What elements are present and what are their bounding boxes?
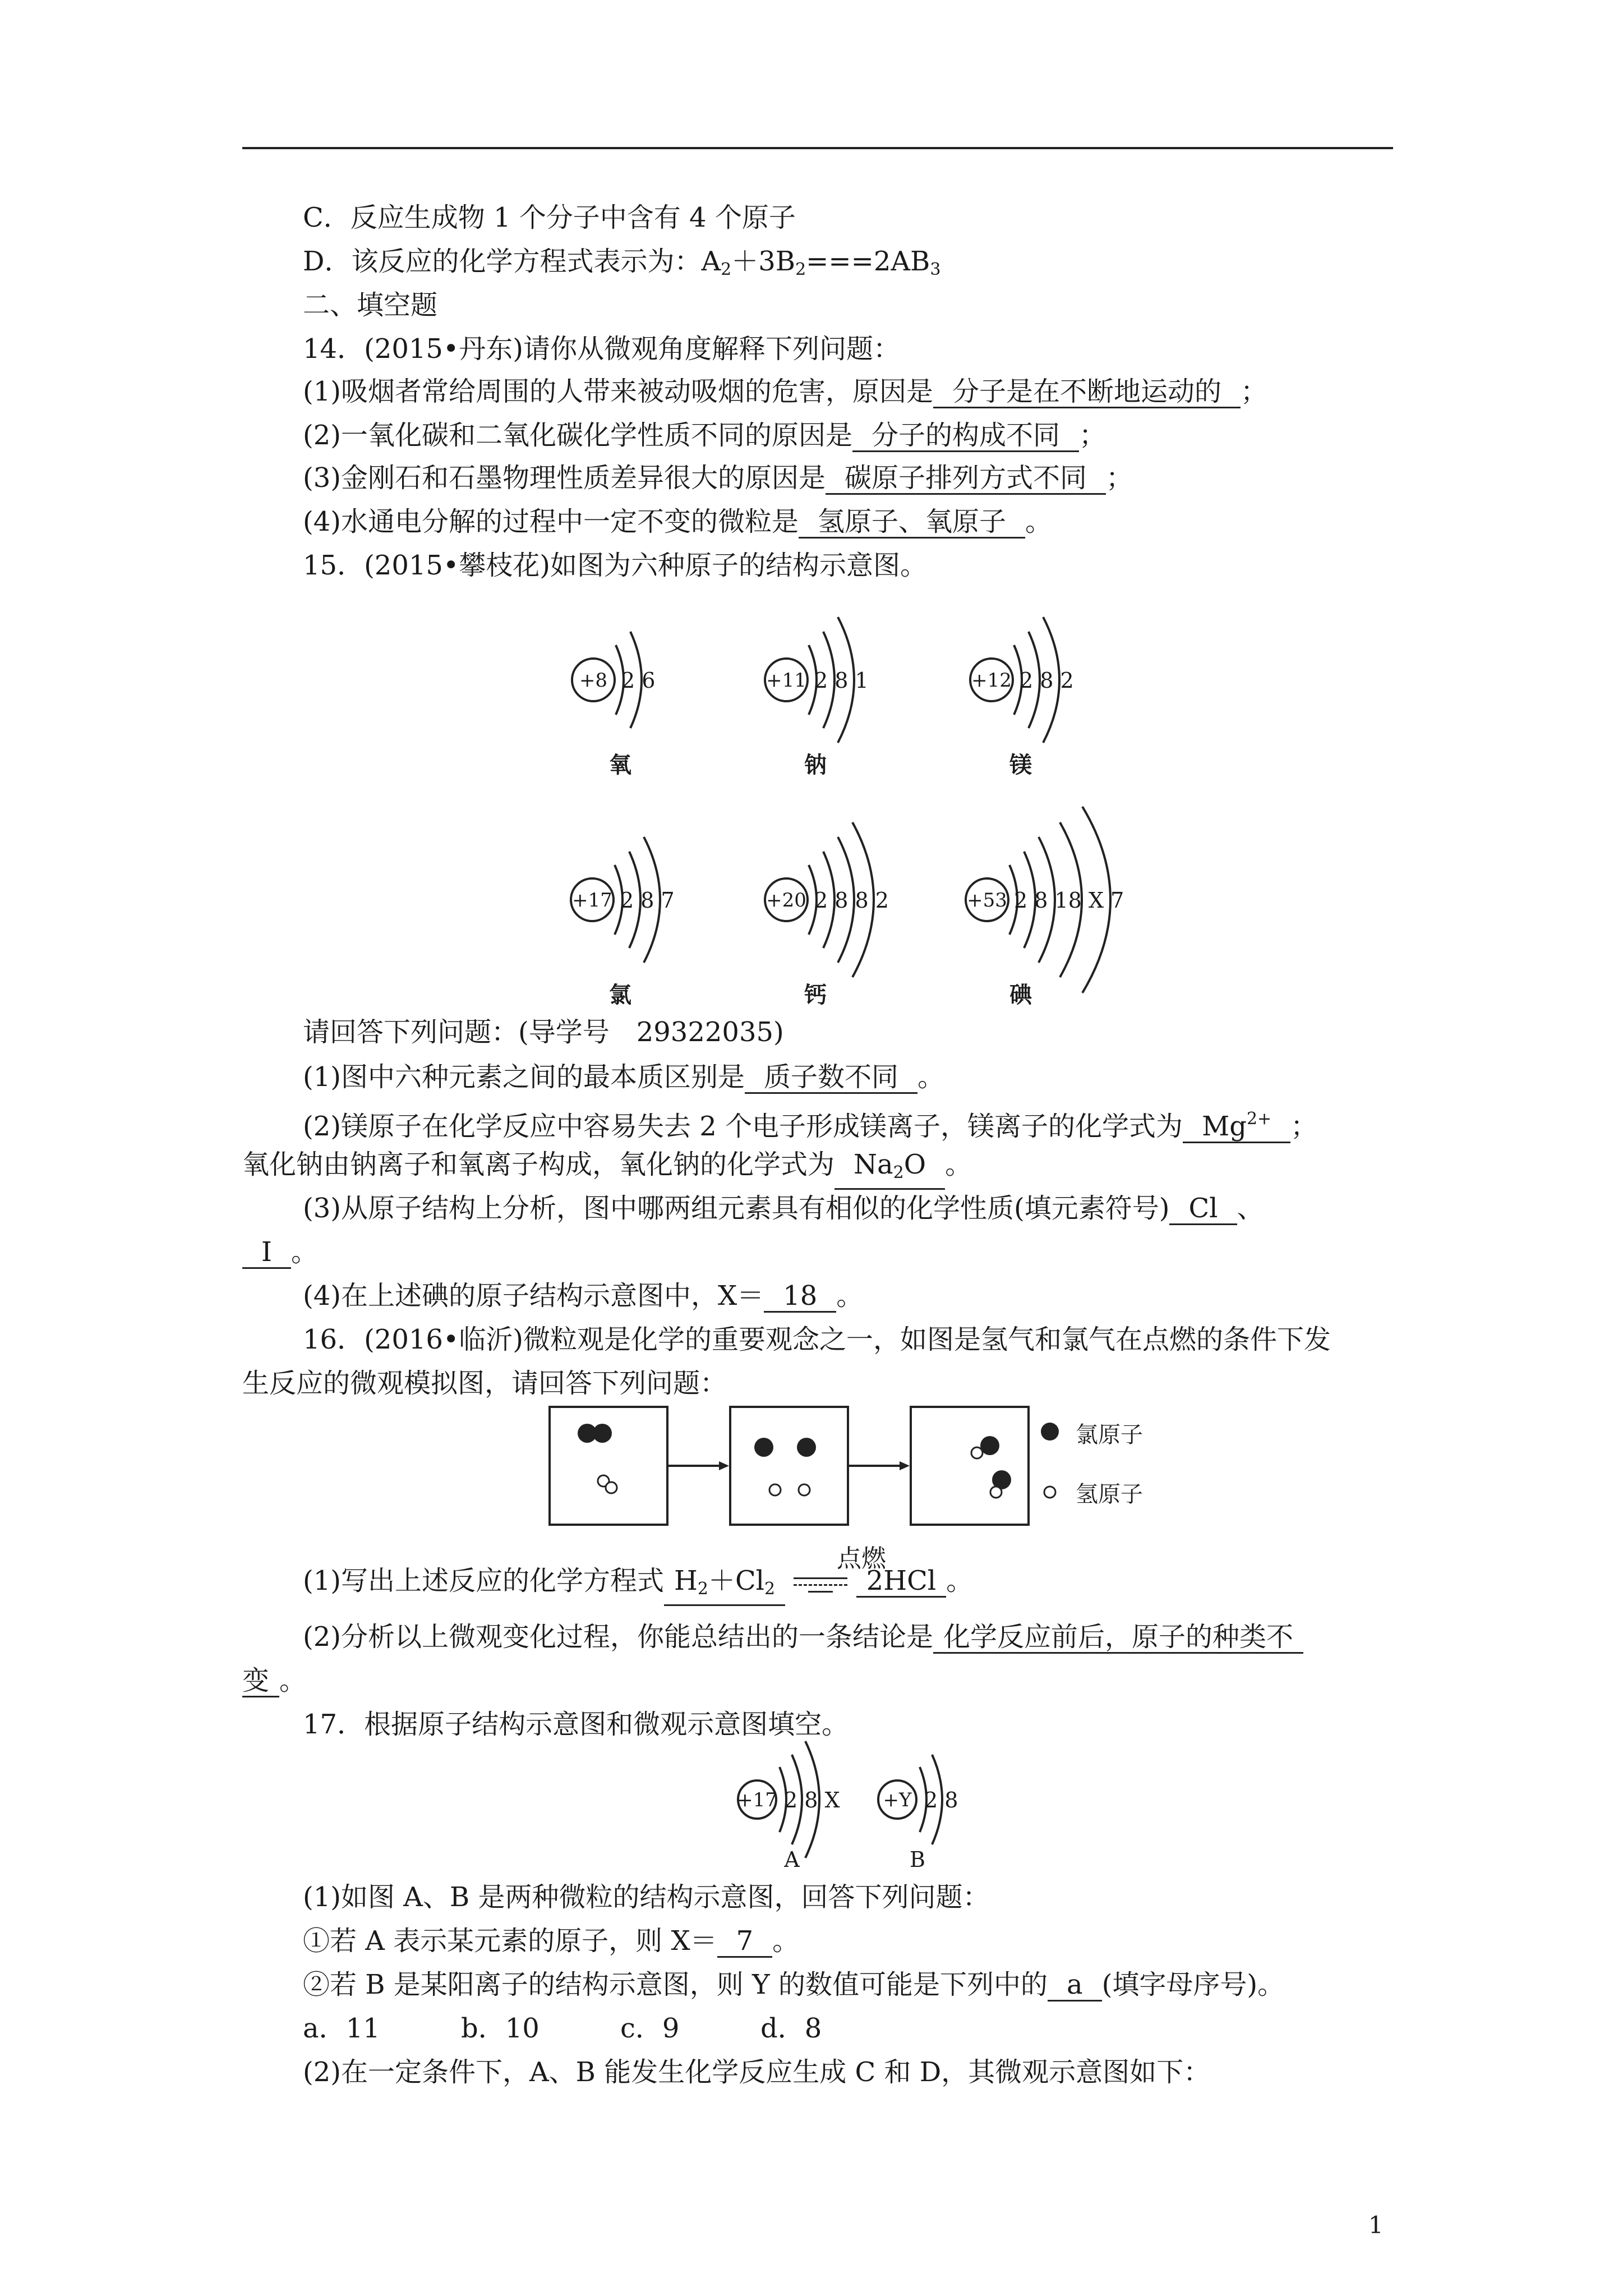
option-d: D．该反应的化学方程式表示为：$A_2+3B_2===2AB_3$ (303, 246, 941, 279)
atom-chlorine-nucleus: +17 (572, 889, 612, 912)
q14-sub1: (1)吸烟者常给周围的人带来被动吸烟的危害，原因是 分子是在不断地运动的 ； (303, 376, 1268, 407)
atom-a-shells: 2 8 X (784, 1788, 840, 1812)
q15-sub1: (1)图中六种元素之间的最本质区别是 质子数不同 。 (303, 1061, 945, 1093)
q15-answer-3a: Cl (1169, 1193, 1237, 1225)
q16-answer-2b: 变 (242, 1665, 279, 1697)
q15-stem: 15．(2015•攀枝花)如图为六种原子的结构示意图。 (303, 550, 928, 581)
q15-answer-1: 质子数不同 (745, 1062, 917, 1094)
atom-iodine-nucleus: +53 (967, 889, 1007, 912)
q15-ask: 请回答下列问题：(导学号 29322035) (303, 1016, 784, 1048)
legend-cl-label: 氯原子 (1076, 1422, 1143, 1448)
atom-b-nucleus: +Y (883, 1789, 912, 1811)
q14-answer-1: 分子是在不断地运动的 (933, 376, 1241, 408)
q14-sub4: (4)水通电分解的过程中一定不变的微粒是 氢原子、氧原子 。 (303, 506, 1053, 537)
atom-calcium-nucleus: +20 (766, 889, 806, 912)
q16-sub2b: 变 。 (242, 1665, 307, 1696)
atom-iodine-name: 碘 (1009, 982, 1032, 1008)
reaction-condition: 点燃 (837, 1544, 886, 1573)
q16-sub1: (1)写出上述反应的化学方程式 $H_2+Cl_2$ 2HCl 。 (303, 1564, 973, 1606)
q14-answer-4: 氢原子、氧原子 (799, 507, 1025, 539)
q15-answer-3b: I (242, 1237, 291, 1269)
q16-answer-reactants: $H_2+Cl_2$ (664, 1566, 785, 1606)
atom-b-label: B (910, 1847, 925, 1872)
q16-stem-line1: 16．(2016•临沂)微粒观是化学的重要观念之一，如图是氢气和氯气在点燃的条件下发 (303, 1324, 1331, 1355)
q15-answer-2: $Mg^{2+}$ (1183, 1104, 1290, 1143)
choice-d: d．8 (760, 2013, 822, 2044)
choice-a: a．11 (303, 2013, 380, 2044)
atom-sodium-nucleus: +11 (766, 669, 806, 692)
atom-b-shells: 2 8 (924, 1788, 958, 1812)
q16-answer-2a: 化学反应前后，原子的种类不 (933, 1622, 1303, 1654)
page-number: 1 (1368, 2211, 1384, 2239)
q14-answer-2: 分子的构成不同 (852, 420, 1079, 452)
q16-stem-line2: 生反应的微观模拟图，请回答下列问题： (242, 1368, 727, 1399)
option-c: C．反应生成物 1 个分子中含有 4 个原子 (303, 202, 796, 233)
q14-answer-3: 碳原子排列方式不同 (826, 463, 1106, 495)
q14-sub2: (2)一氧化碳和二氧化碳化学性质不同的原因是 分子的构成不同 ； (303, 420, 1106, 451)
q15-sub3: (3)从原子结构上分析，图中哪两组元素具有相似的化学性质(填元素符号) Cl 、 (303, 1193, 1264, 1224)
choice-b: b．10 (461, 2013, 540, 2044)
q17-answer-1b: a (1048, 1970, 1102, 2001)
q15-answer-2b: $Na_2O$ (834, 1149, 945, 1190)
atom-a-nucleus: +17 (737, 1789, 777, 1811)
q15-answer-4: 18 (764, 1281, 836, 1313)
q16-answer-product: 2HCl (856, 1566, 946, 1598)
q17-sub1a: ①若 A 表示某元素的原子，则 X＝ 7 。 (303, 1925, 800, 1957)
atom-sodium-name: 钠 (804, 752, 827, 778)
q17-choices (303, 2012, 822, 2045)
atom-calcium-shells: 2 8 8 2 (814, 888, 889, 913)
q17-stem: 17．根据原子结构示意图和微观示意图填空。 (303, 1709, 849, 1740)
atom-chlorine-name: 氯 (609, 982, 631, 1008)
q14-stem: 14．(2015•丹东)请你从微观角度解释下列问题： (303, 333, 901, 365)
legend-h-label: 氢原子 (1076, 1481, 1143, 1507)
atom-magnesium-nucleus: +12 (971, 669, 1012, 692)
q17-answer-1a: 7 (717, 1926, 773, 1958)
q17-sub1: (1)如图 A、B 是两种微粒的结构示意图，回答下列问题： (303, 1881, 990, 1913)
atom-calcium-name: 钙 (804, 982, 827, 1008)
choice-c: c．9 (620, 2013, 680, 2044)
q15-sub4: (4)在上述碘的原子结构示意图中，X＝ 18 。 (303, 1280, 864, 1312)
q15-sub2: (2)镁原子在化学反应中容易失去 2 个电子形成镁离子，镁离子的化学式为 $Mg^{2+}$ ； (303, 1104, 1317, 1143)
atom-oxygen-nucleus: +8 (579, 669, 608, 692)
q14-sub3: (3)金刚石和石墨物理性质差异很大的原因是 碳原子排列方式不同 ； (303, 462, 1133, 494)
q15-sub3b: I 。 (242, 1235, 318, 1269)
atom-sodium-shells: 2 8 1 (814, 668, 869, 693)
q15-sub2b: 氧化钠由钠离子和氧离子构成，氧化钠的化学式为 $Na_2O$ 。 (242, 1148, 972, 1190)
atom-magnesium-shells: 2 8 2 (1020, 668, 1074, 693)
atom-oxygen-name: 氧 (609, 752, 631, 778)
section-title: 二、填空题 (303, 289, 438, 321)
q16-sub2: (2)分析以上微观变化过程，你能总结出的一条结论是 化学反应前后，原子的种类不 (303, 1620, 1303, 1654)
atom-iodine-shells: 2 8 18 X 7 (1014, 888, 1124, 913)
atom-magnesium-name: 镁 (1009, 752, 1032, 778)
atom-oxygen-shells: 2 6 (621, 668, 656, 693)
q17-sub2: (2)在一定条件下，A、B 能发生化学反应生成 C 和 D，其微观示意图如下： (303, 2056, 1211, 2088)
atom-a-label: A (784, 1847, 800, 1872)
q17-sub1b: ②若 B 是某阳离子的结构示意图，则 Y 的数值可能是下列中的 a (填字母序号)。 (303, 1969, 1285, 2000)
atom-chlorine-shells: 2 8 7 (620, 888, 675, 913)
